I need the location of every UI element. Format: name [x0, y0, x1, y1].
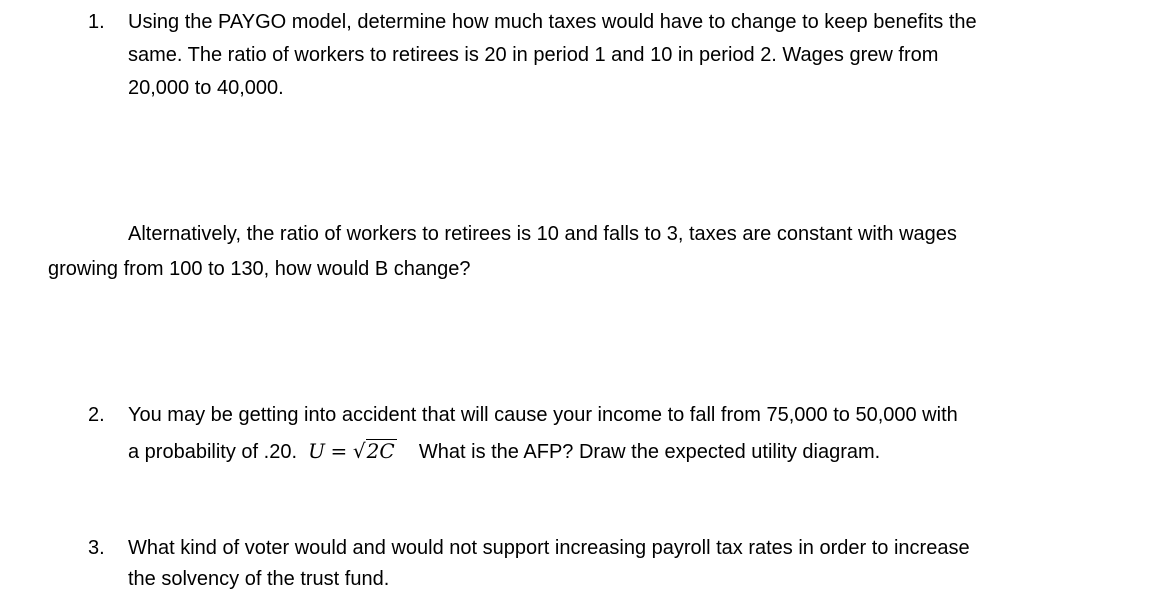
question-3-line-1: What kind of voter would and would not support increasing payroll tax rates in order to increase — [128, 537, 970, 559]
question-2-line-1: You may be getting into accident that will cause your income to fall from 75,000 to 50,000 with — [128, 404, 958, 426]
question-2-line-2-prefix: a probability of .20. — [128, 441, 297, 463]
question-3-number: 3. — [88, 537, 105, 559]
question-1-alternative-line-1: Alternatively, the ratio of workers to retirees is 10 and falls to 3, taxes are constant with wages — [128, 223, 957, 245]
question-1-line-3: 20,000 to 40,000. — [128, 77, 284, 99]
square-root-expression — [353, 439, 397, 463]
radicand: 2C — [366, 439, 395, 463]
utility-variable: U — [308, 439, 325, 463]
square-root-icon: √ — [352, 439, 366, 463]
question-1-alternative-line-2: growing from 100 to 130, how would B change? — [48, 258, 471, 280]
question-2-line-2-suffix: What is the AFP? Draw the expected utility diagram. — [418, 441, 881, 463]
question-2-number: 2. — [88, 404, 105, 426]
question-1-number: 1. — [88, 11, 105, 33]
question-2-line-2 — [128, 439, 880, 464]
question-1-line-2: same. The ratio of workers to retirees is 20 in period 1 and 10 in period 2. Wages grew from — [128, 44, 939, 66]
equals-sign: = — [330, 439, 348, 463]
question-3-line-2: the solvency of the trust fund. — [128, 568, 390, 590]
question-1-line-1: Using the PAYGO model, determine how much taxes would have to change to keep benefits the — [128, 11, 977, 33]
